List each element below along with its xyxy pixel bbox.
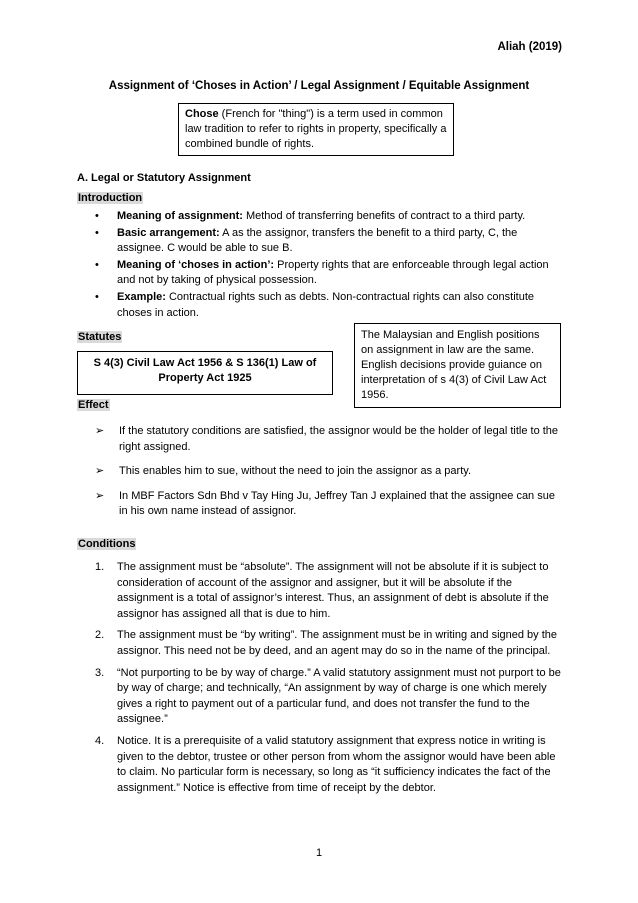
section-a-heading: A. Legal or Statutory Assignment (77, 172, 251, 184)
bullet-icon: • (95, 290, 99, 303)
item-number: 2. (95, 629, 105, 642)
effect-list (95, 424, 565, 529)
list-item (95, 489, 565, 520)
item-text: The assignment must be “absolute”. The assignment will not be absolute if it is subject to consideration of account of the assignor and assigner, but it will be absolute if the assignment is a total of assignor’s interest. Thus, an assignment of debt is absolute if the assignor has assigned all that is due to him. (117, 561, 549, 620)
item-text: Notice. It is a prerequisite of a valid statutory assignment that express notice in writing is given to the debtor, trustee or other person from whom the assignor would have been able to claim. No particular form is necessary, so long as “it sufficiency indicates the fact of the assignment.” Notice is effective from time of receipt by the debtor. (117, 734, 556, 794)
list-item (95, 464, 565, 480)
item-text: A as the assignor, transfers the benefit to a third party, C, the assignee. C would be able to sue B. (117, 226, 518, 255)
item-number: 1. (95, 561, 105, 573)
bullet-icon: • (95, 210, 99, 222)
document-author: Aliah (2019) (497, 41, 562, 53)
document-title: Assignment of ‘Choses in Action’ / Legal Assignment / Equitable Assignment (108, 80, 530, 92)
item-number: 4. (95, 734, 105, 747)
item-text: The assignment must be “by writing”. The assignment must be in writing and signed by the assignor. This need not be by deed, and an agent may do so in the name of the principal. (117, 629, 558, 657)
arrow-bullet-icon: ➢ (95, 489, 105, 502)
item-text: If the statutory conditions are satisfied, the assignor would be the holder of legal title to the right assigned. (119, 425, 559, 453)
item-label: Example: (117, 290, 166, 303)
conditions-heading: Conditions (78, 538, 136, 550)
introduction-list (92, 209, 562, 322)
conditions-list (92, 560, 562, 802)
item-label: Basic arrangement: (117, 226, 220, 239)
bullet-icon: • (95, 258, 99, 271)
chose-definition-text: (French for "thing") is a term used in common law tradition to refer to rights in property, specifically a combined bundle of rights. (185, 108, 447, 150)
bullet-icon: • (95, 226, 99, 239)
list-item (92, 290, 562, 321)
list-item (92, 258, 562, 289)
item-label: Meaning of assignment: (117, 210, 243, 222)
item-text: In MBF Factors Sdn Bhd v Tay Hing Ju, Jeffrey Tan J explained that the assignee can sue in his own name instead of assignor. (119, 489, 555, 518)
list-item (92, 226, 562, 257)
item-number: 3. (95, 666, 105, 679)
statute-box: S 4(3) Civil Law Act 1956 & S 136(1) Law of Property Act 1925 (77, 351, 333, 395)
list-item (92, 209, 562, 225)
introduction-heading: Introduction (78, 192, 143, 204)
chose-definition-box (178, 103, 454, 156)
list-item (92, 628, 562, 659)
malaysian-position-box: The Malaysian and English positions on assignment in law are the same. English decisions provide guiance on interpretation of s 4(3) of Civil Law Act 1956. (354, 323, 561, 408)
effect-heading: Effect (78, 399, 109, 411)
item-text: This enables him to sue, without the need to join the assignor as a party. (119, 465, 471, 478)
item-label: Meaning of ‘choses in action’: (117, 258, 275, 271)
chose-term: Chose (185, 108, 219, 120)
list-item (92, 734, 562, 796)
list-item (92, 560, 562, 622)
item-text: Property rights that are enforceable through legal action and not by taking of physical possession. (117, 258, 549, 287)
list-item (92, 666, 562, 728)
page-number: 1 (315, 847, 323, 859)
arrow-bullet-icon: ➢ (95, 425, 105, 437)
list-item (95, 424, 565, 455)
statutes-heading: Statutes (78, 331, 122, 343)
arrow-bullet-icon: ➢ (95, 465, 105, 478)
item-text: “Not purporting to be by way of charge.” A valid statutory assignment must not purport to be by way of charge; and technically, “An assignment by way of charge is one which merely gives a right to payment out of a particular fund, and does not transfer the fund to the assignee.” (117, 666, 561, 726)
item-text: Contractual rights such as debts. Non-contractual rights can also constitute choses in action. (117, 290, 534, 319)
item-text: Method of transferring benefits of contract to a third party. (242, 210, 526, 222)
